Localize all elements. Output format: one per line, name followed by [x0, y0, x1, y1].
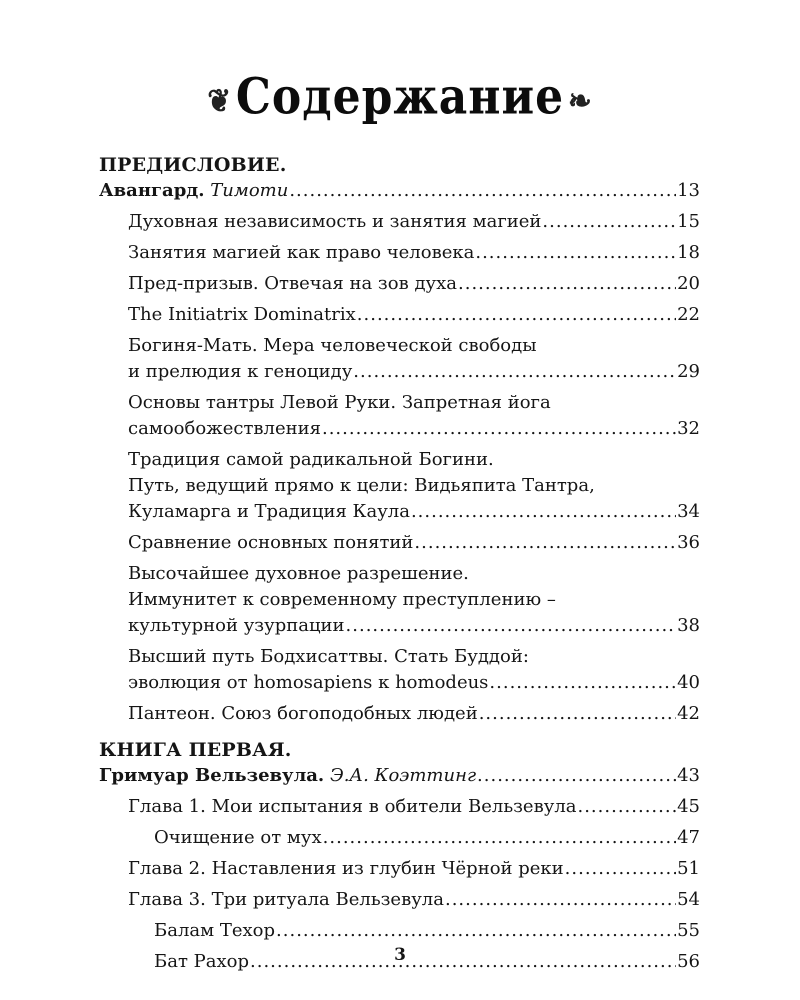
toc-entry-label: The Initiatrix Dominatrix	[128, 304, 356, 325]
toc-entry-label: Бат Рахор	[154, 951, 249, 972]
dot-leader	[479, 701, 676, 727]
toc-entry-row	[128, 499, 700, 525]
toc-entry-chapter-1[interactable]	[99, 794, 700, 820]
toc-entry-label: Пантеон. Союз богоподобных людей	[128, 703, 478, 724]
toc-entry[interactable]	[99, 530, 700, 556]
section-heading-foreword: ПРЕДИСЛОВИЕ.	[99, 154, 287, 176]
toc-page-number: 38	[677, 615, 700, 636]
toc-page-number: 13	[677, 180, 700, 201]
toc-entry-label: Очищение от мух	[154, 827, 322, 848]
toc-page-number: 20	[677, 273, 700, 294]
dot-leader	[542, 209, 676, 235]
toc-entry-avant-garde[interactable]	[99, 178, 700, 204]
toc-entry-label	[99, 178, 288, 204]
left-flourish-ornament: ❦	[207, 81, 232, 119]
toc-page-number: 18	[677, 242, 700, 263]
toc-entry-chapter-3[interactable]	[99, 887, 700, 913]
toc-entry-label: самообожествления	[128, 418, 321, 439]
dot-leader	[414, 530, 676, 556]
toc-entry-row	[128, 670, 700, 696]
dot-leader	[346, 613, 677, 639]
toc-entry-row	[128, 701, 700, 727]
toc-entry-label: Балам Техор	[154, 920, 276, 941]
dot-leader	[565, 856, 676, 882]
dot-leader	[411, 499, 676, 525]
toc-entry-label: Сравнение основных понятий	[128, 532, 414, 553]
toc-page-number: 22	[677, 304, 700, 325]
table-of-contents	[99, 150, 700, 975]
toc-page-number: 29	[677, 361, 700, 382]
toc-page-number: 32	[677, 418, 700, 439]
toc-entry-label: Занятия магией как право человека	[128, 242, 475, 263]
toc-page-number: 15	[677, 211, 700, 232]
toc-entry-label: Глава 2. Наставления из глубин Чёрной реки	[128, 858, 564, 879]
section-heading-book-one: КНИГА ПЕРВАЯ.	[99, 739, 292, 761]
toc-entry-row	[128, 271, 700, 297]
toc-entry-chapter-3-sub-1[interactable]	[99, 918, 700, 944]
toc-entry-row	[128, 240, 700, 266]
toc-entry-grimoire[interactable]	[99, 763, 700, 789]
toc-entry-row	[128, 209, 700, 235]
toc-entry-label	[99, 763, 476, 789]
toc-entry-line: Путь, ведущий прямо к цели: Видьяпита Тантра,	[128, 475, 595, 496]
dot-leader	[276, 918, 676, 944]
dot-leader	[475, 240, 676, 266]
toc-entry-author: Э.А. Коэттинг	[329, 765, 477, 786]
toc-entry-row	[128, 302, 700, 328]
toc-entry[interactable]	[99, 390, 700, 442]
toc-entry-line: Иммунитет к современному преступлению –	[128, 589, 556, 610]
toc-entry[interactable]	[99, 271, 700, 297]
toc-entry-row	[128, 416, 700, 442]
foreword-entries-list	[99, 209, 700, 727]
toc-entry-label: культурной узурпации	[128, 615, 345, 636]
toc-entry-line: Основы тантры Левой Руки. Запретная йога	[128, 392, 551, 413]
toc-entry[interactable]	[99, 209, 700, 235]
toc-entry-label: эволюция от homosapiens к homodeus	[128, 672, 489, 693]
toc-page-number: 43	[677, 765, 700, 786]
toc-entry-label: Куламарга и Традиция Каула	[128, 501, 410, 522]
toc-entry-label: Глава 3. Три ритуала Вельзевула	[128, 889, 444, 910]
toc-page-number: 36	[677, 532, 700, 553]
dot-leader	[445, 887, 676, 913]
toc-page-number: 42	[677, 703, 700, 724]
dot-leader	[353, 359, 676, 385]
right-flourish-ornament: ❧	[568, 81, 593, 119]
toc-entry-row	[128, 359, 700, 385]
toc-page-number: 45	[677, 796, 700, 817]
page-number: 3	[394, 945, 406, 965]
contents-title-text: Содержание	[235, 68, 565, 126]
toc-entry-line: Традиция самой радикальной Богини.	[128, 449, 494, 470]
toc-entry-author: Тимоти	[210, 180, 289, 201]
toc-entry-label: Пред-призыв. Отвечая на зов духа	[128, 273, 458, 294]
toc-entry[interactable]	[99, 644, 700, 696]
toc-entry[interactable]	[99, 561, 700, 639]
toc-entry[interactable]	[99, 333, 700, 385]
toc-entry-line: Высший путь Бодхисаттвы. Стать Буддой:	[128, 646, 529, 667]
toc-page-number: 55	[677, 920, 700, 941]
toc-page-number: 54	[677, 889, 700, 910]
toc-entry[interactable]	[99, 302, 700, 328]
dot-leader	[322, 416, 676, 442]
toc-entry-label: Духовная независимость и занятия магией	[128, 211, 542, 232]
dot-leader	[323, 825, 676, 851]
toc-page-number: 40	[677, 672, 700, 693]
toc-page-number: 34	[677, 501, 700, 522]
toc-page-number: 51	[677, 858, 700, 879]
toc-entry-row	[128, 530, 700, 556]
toc-entry-title: Авангард.	[99, 180, 205, 201]
toc-entry[interactable]	[99, 447, 700, 525]
toc-entry-title: Гримуар Вельзевула.	[99, 765, 325, 786]
toc-entry[interactable]	[99, 240, 700, 266]
toc-entry-row	[128, 613, 700, 639]
toc-entry-line: Высочайшее духовное разрешение.	[128, 563, 469, 584]
toc-entry-line: Богиня-Мать. Мера человеческой свободы	[128, 335, 537, 356]
toc-entry-label: и прелюдия к геноциду	[128, 361, 353, 382]
dot-leader	[577, 794, 676, 820]
toc-entry-chapter-2[interactable]	[99, 856, 700, 882]
dot-leader	[357, 302, 676, 328]
toc-entry-label: Глава 1. Мои испытания в обители Вельзевула	[128, 796, 577, 817]
toc-entry-chapter-1-sub[interactable]	[99, 825, 700, 851]
toc-page-number: 47	[677, 827, 700, 848]
dot-leader	[289, 178, 676, 204]
dot-leader	[489, 670, 676, 696]
dot-leader	[477, 763, 676, 789]
dot-leader	[458, 271, 676, 297]
toc-page-number: 56	[677, 951, 700, 972]
contents-title	[0, 64, 800, 134]
toc-entry[interactable]	[99, 701, 700, 727]
